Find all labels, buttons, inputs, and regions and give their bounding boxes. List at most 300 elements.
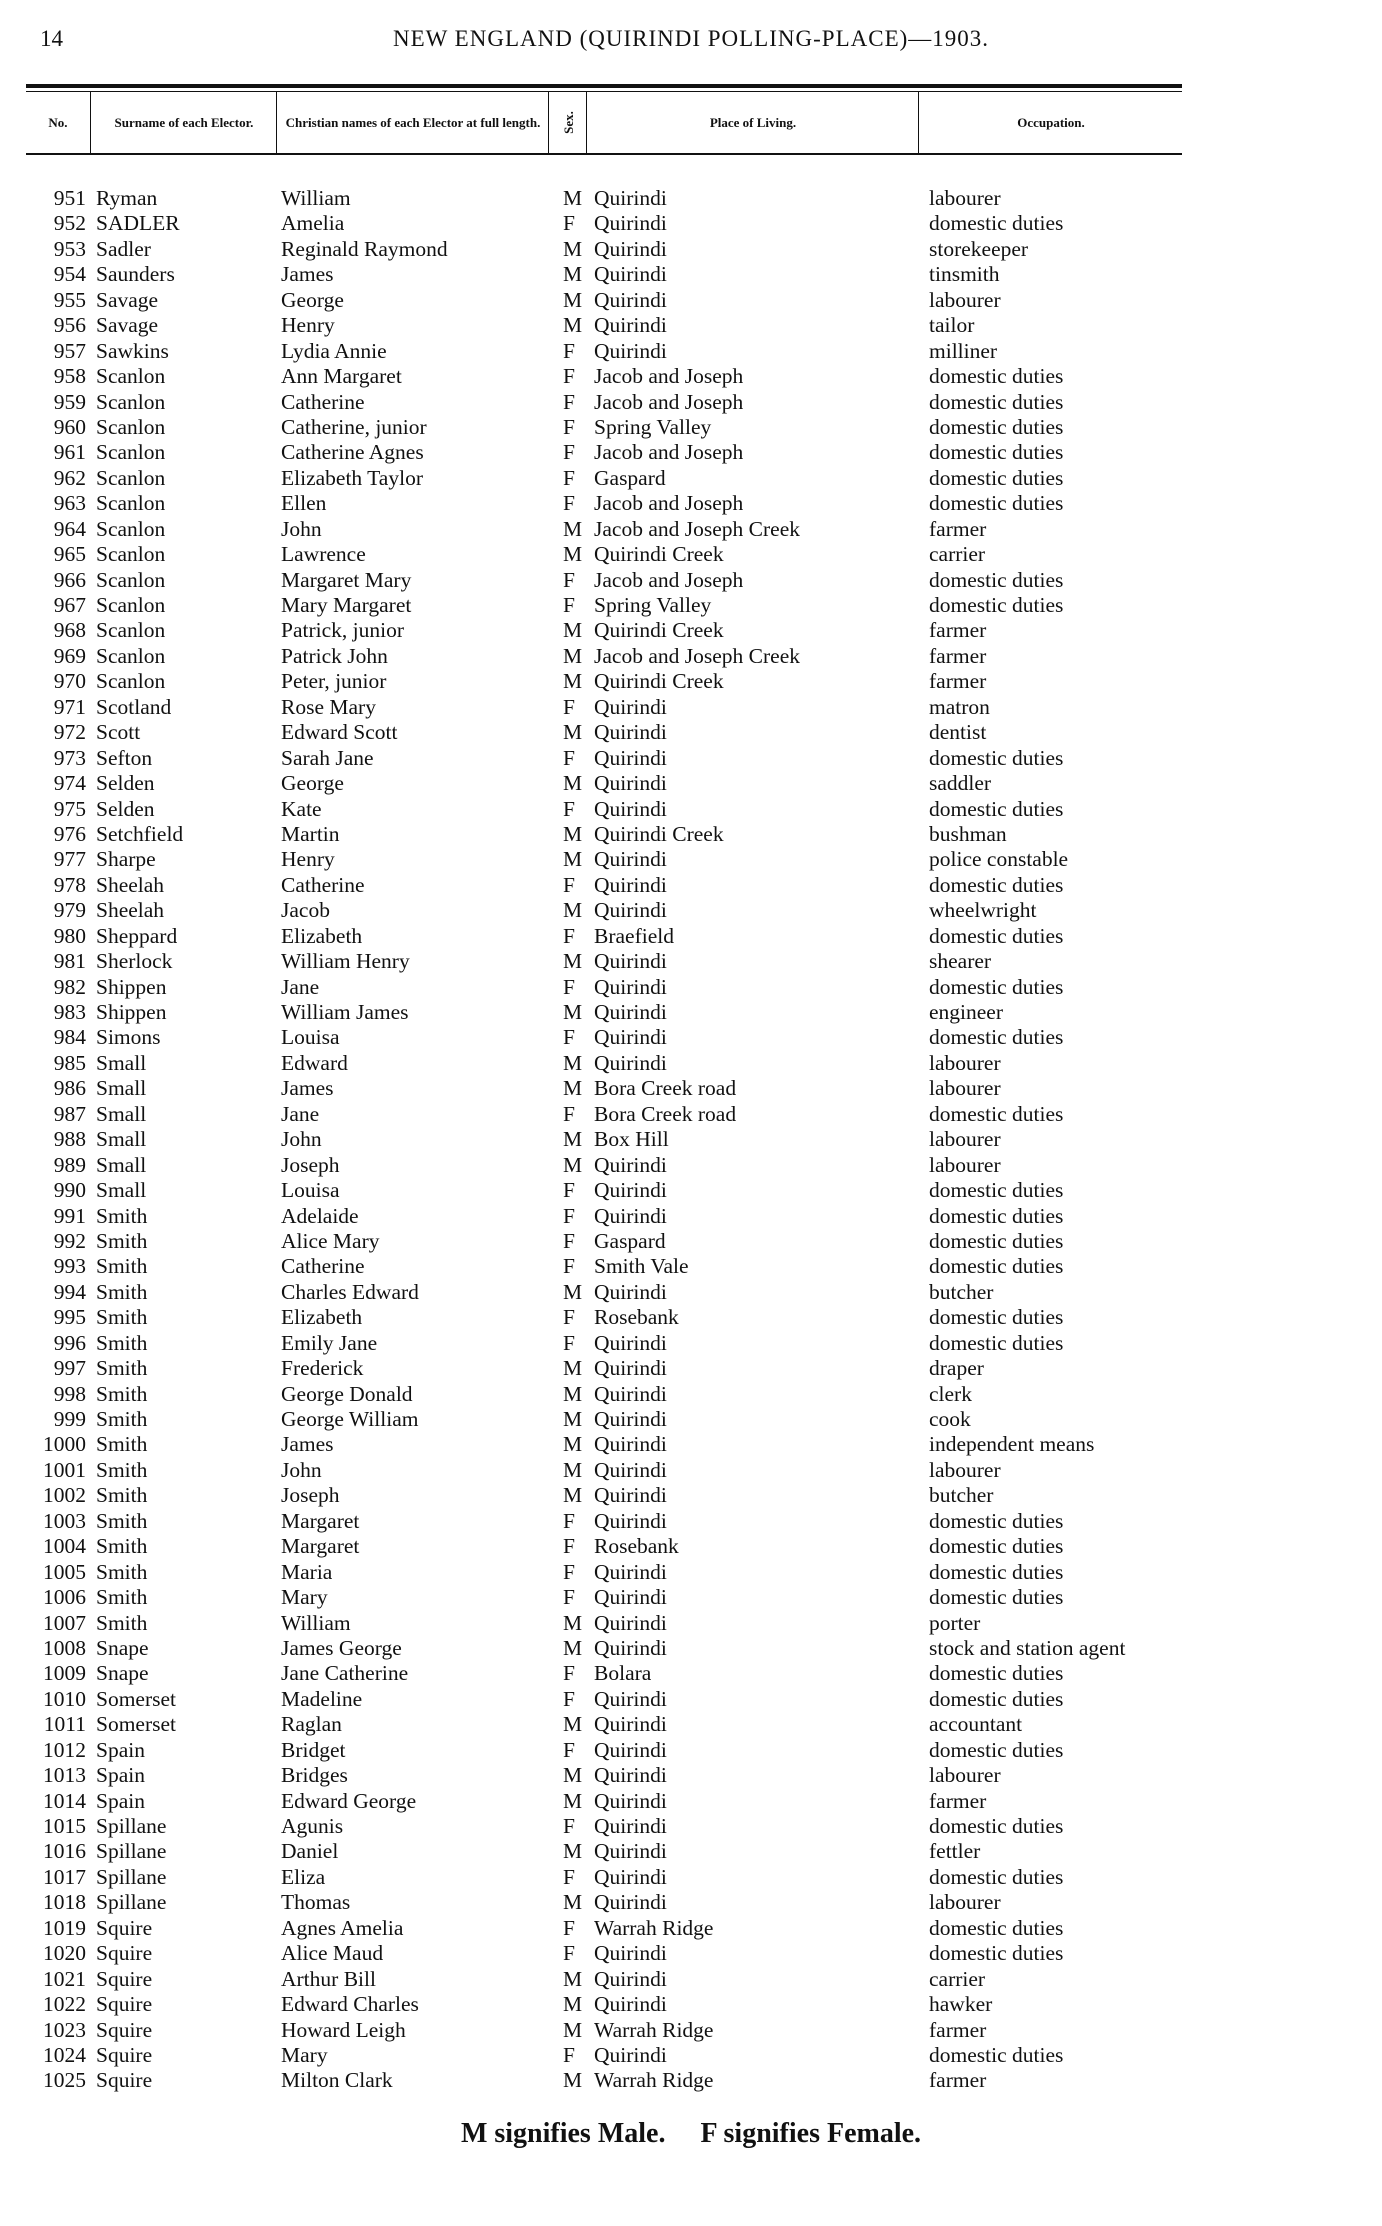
elector-number: 969 (53, 643, 86, 668)
elector-number: 1015 (43, 1814, 86, 1838)
elector-christian-names: Edward (281, 1050, 348, 1075)
elector-surname: Squire (96, 2042, 153, 2067)
elector-occupation: matron (929, 694, 990, 719)
elector-occupation: labourer (929, 1050, 1001, 1075)
elector-sex: F (563, 974, 575, 999)
elector-occupation: domestic duties (929, 567, 1064, 592)
elector-number: 1013 (43, 1763, 86, 1788)
elector-place-of-living: Quirindi (594, 1508, 667, 1533)
elector-occupation: saddler (929, 771, 992, 796)
elector-surname: Scanlon (96, 491, 166, 516)
elector-number: 998 (53, 1381, 86, 1406)
elector-christian-names: George Donald (281, 1381, 413, 1406)
elector-number: 980 (53, 923, 86, 948)
table-row (0, 2068, 1382, 2093)
table-row (0, 618, 1382, 643)
elector-surname: Selden (96, 796, 155, 821)
elector-christian-names: Mary (281, 1585, 328, 1610)
elector-occupation: domestic duties (929, 593, 1064, 617)
elector-place-of-living: Quirindi (594, 1585, 667, 1610)
elector-occupation: butcher (929, 1483, 994, 1508)
elector-sex: M (563, 669, 583, 694)
elector-place-of-living: Jacob and Joseph (594, 389, 744, 414)
table-row (0, 1941, 1382, 1966)
table-row (0, 746, 1382, 771)
elector-number: 995 (53, 1305, 86, 1330)
elector-place-of-living: Quirindi (594, 1788, 667, 1813)
elector-surname: Saunders (96, 262, 175, 287)
elector-christian-names: Thomas (281, 1890, 351, 1915)
elector-occupation: domestic duties (929, 1330, 1064, 1355)
elector-occupation: clerk (929, 1381, 972, 1406)
elector-place-of-living: Quirindi (594, 1737, 667, 1762)
elector-occupation: farmer (929, 643, 987, 668)
elector-number: 956 (53, 313, 86, 338)
elector-place-of-living: Quirindi (594, 1381, 667, 1406)
elector-place-of-living: Jacob and Joseph Creek (594, 643, 800, 668)
elector-number: 1007 (43, 1610, 86, 1635)
elector-christian-names: Madeline (281, 1686, 363, 1711)
elector-sex: F (563, 1915, 575, 1940)
table-row (0, 1967, 1382, 1992)
elector-place-of-living: Quirindi (594, 1635, 667, 1660)
elector-christian-names: Catherine (281, 1254, 365, 1279)
elector-place-of-living: Warrah Ridge (594, 1915, 714, 1940)
footer-male-note: M signifies Male. (460, 2118, 666, 2149)
elector-place-of-living: Braefield (594, 923, 674, 948)
elector-place-of-living: Quirindi (594, 338, 667, 363)
elector-sex: M (563, 516, 583, 541)
elector-christian-names: Martin (281, 821, 340, 846)
elector-place-of-living: Quirindi (594, 1356, 667, 1381)
elector-christian-names: Eliza (281, 1864, 326, 1889)
elector-sex: F (563, 1305, 575, 1330)
elector-occupation: domestic duties (929, 745, 1064, 770)
elector-place-of-living: Quirindi (594, 1814, 667, 1838)
elector-occupation: tailor (929, 313, 975, 338)
elector-occupation: domestic duties (929, 491, 1064, 516)
table-row (0, 1738, 1382, 1763)
elector-sex: F (563, 567, 575, 592)
table-row (0, 1865, 1382, 1890)
elector-sex: M (563, 1712, 583, 1737)
elector-surname: Smith (96, 1483, 148, 1508)
elector-occupation: farmer (929, 2017, 987, 2042)
elector-sex: M (563, 1279, 583, 1304)
elector-sex: F (563, 1737, 575, 1762)
elector-sex: F (563, 796, 575, 821)
table-row (0, 1102, 1382, 1127)
elector-number: 964 (53, 516, 86, 541)
elector-number: 976 (53, 821, 86, 846)
elector-christian-names: Edward George (281, 1788, 417, 1813)
elector-sex: M (563, 618, 583, 643)
elector-surname: Ryman (96, 186, 158, 210)
table-row (0, 720, 1382, 745)
elector-christian-names: Patrick John (281, 643, 388, 668)
table-row (0, 1229, 1382, 1254)
table-row (0, 2043, 1382, 2068)
elector-place-of-living: Quirindi (594, 313, 667, 338)
elector-place-of-living: Quirindi (594, 1000, 667, 1024)
elector-occupation: milliner (929, 338, 998, 363)
elector-place-of-living: Jacob and Joseph (594, 567, 744, 592)
elector-christian-names: Louisa (281, 1025, 340, 1050)
elector-place-of-living: Bolara (594, 1661, 652, 1686)
elector-christian-names: James George (281, 1635, 402, 1660)
elector-christian-names: Edward Charles (281, 1992, 419, 2017)
elector-surname: Smith (96, 1585, 148, 1610)
elector-place-of-living: Quirindi (594, 1432, 667, 1457)
elector-place-of-living: Quirindi (594, 1890, 667, 1915)
elector-number: 958 (53, 364, 86, 389)
elector-sex: M (563, 1432, 583, 1457)
elector-occupation: labourer (929, 186, 1001, 210)
elector-occupation: domestic duties (929, 872, 1064, 897)
elector-surname: Selden (96, 771, 155, 796)
elector-sex: F (563, 1941, 575, 1966)
elector-place-of-living: Quirindi (594, 796, 667, 821)
elector-sex: F (563, 2042, 575, 2067)
elector-occupation: farmer (929, 2068, 987, 2093)
elector-surname: Small (96, 1152, 147, 1177)
elector-christian-names: Jane (281, 974, 320, 999)
elector-surname: Sherlock (96, 949, 173, 974)
elector-place-of-living: Quirindi (594, 1050, 667, 1075)
elector-christian-names: Mary Margaret (281, 593, 412, 617)
elector-sex: F (563, 389, 575, 414)
elector-sex: M (563, 1381, 583, 1406)
elector-sex: F (563, 872, 575, 897)
elector-number: 1002 (43, 1483, 86, 1508)
elector-place-of-living: Quirindi (594, 974, 667, 999)
elector-number: 952 (53, 211, 86, 236)
table-row (0, 1992, 1382, 2017)
elector-surname: Small (96, 1101, 147, 1126)
elector-surname: Small (96, 1076, 147, 1101)
elector-sex: M (563, 236, 583, 261)
elector-occupation: dentist (929, 720, 987, 745)
elector-number: 1008 (43, 1635, 86, 1660)
elector-surname: Spillane (96, 1890, 167, 1915)
elector-occupation: labourer (929, 1127, 1001, 1152)
elector-number: 1025 (43, 2068, 86, 2093)
elector-number: 1014 (43, 1788, 86, 1813)
elector-surname: Smith (96, 1356, 148, 1381)
elector-christian-names: Margaret (281, 1508, 360, 1533)
elector-place-of-living: Quirindi (594, 1559, 667, 1584)
elector-christian-names: Adelaide (281, 1203, 359, 1228)
elector-sex: M (563, 1610, 583, 1635)
table-row (0, 2018, 1382, 2043)
elector-sex: M (563, 771, 583, 796)
elector-number: 972 (53, 720, 86, 745)
elector-sex: M (563, 1763, 583, 1788)
elector-surname: Scotland (96, 694, 172, 719)
elector-occupation: shearer (929, 949, 992, 974)
elector-number: 1016 (43, 1839, 86, 1864)
elector-christian-names: Sarah Jane (281, 745, 374, 770)
elector-place-of-living: Jacob and Joseph Creek (594, 516, 800, 541)
elector-sex: M (563, 847, 583, 872)
elector-number: 992 (53, 1228, 86, 1253)
elector-surname: Snape (96, 1635, 149, 1660)
column-divider (548, 92, 549, 153)
elector-christian-names: Jane Catherine (281, 1661, 409, 1686)
elector-christian-names: Raglan (281, 1712, 342, 1737)
elector-surname: Sheelah (96, 898, 165, 923)
table-row (0, 415, 1382, 440)
elector-surname: Scott (96, 720, 141, 745)
elector-surname: Sadler (96, 236, 151, 261)
table-row (0, 1204, 1382, 1229)
column-divider (586, 92, 587, 153)
elector-occupation: accountant (929, 1712, 1023, 1737)
elector-number: 983 (53, 1000, 86, 1024)
table-row (0, 339, 1382, 364)
table-row (0, 797, 1382, 822)
elector-place-of-living: Quirindi (594, 1610, 667, 1635)
elector-place-of-living: Gaspard (594, 1228, 666, 1253)
elector-number: 961 (53, 440, 86, 465)
elector-sex: F (563, 1254, 575, 1279)
elector-christian-names: John (281, 1457, 322, 1482)
elector-sex: M (563, 1407, 583, 1431)
elector-occupation: domestic duties (929, 389, 1064, 414)
elector-sex: F (563, 1686, 575, 1711)
elector-occupation: wheelwright (929, 898, 1037, 923)
elector-occupation: police constable (929, 847, 1069, 872)
elector-number: 974 (53, 771, 86, 796)
elector-christian-names: Catherine, junior (281, 414, 427, 439)
elector-surname: Smith (96, 1407, 148, 1431)
table-row (0, 822, 1382, 847)
elector-surname: Scanlon (96, 542, 166, 567)
elector-christian-names: William James (281, 1000, 409, 1024)
elector-sex: F (563, 1814, 575, 1838)
elector-occupation: domestic duties (929, 1254, 1064, 1279)
elector-occupation: cook (929, 1407, 971, 1431)
page-number: 14 (40, 26, 63, 51)
table-row (0, 211, 1382, 236)
elector-christian-names: James (281, 1076, 334, 1101)
elector-place-of-living: Quirindi (594, 2042, 667, 2067)
table-row (0, 949, 1382, 974)
elector-sex: F (563, 1585, 575, 1610)
elector-number: 989 (53, 1152, 86, 1177)
elector-sex: F (563, 1203, 575, 1228)
elector-occupation: labourer (929, 1457, 1001, 1482)
elector-christian-names: William (281, 186, 351, 210)
elector-christian-names: Catherine (281, 872, 365, 897)
elector-occupation: domestic duties (929, 1508, 1064, 1533)
elector-place-of-living: Quirindi (594, 949, 667, 974)
elector-christian-names: William (281, 1610, 351, 1635)
table-row (0, 873, 1382, 898)
elector-number: 1017 (43, 1864, 86, 1889)
elector-surname: Squire (96, 1915, 153, 1940)
elector-occupation: domestic duties (929, 465, 1064, 490)
elector-christian-names: Reginald Raymond (281, 236, 448, 261)
elector-occupation: domestic duties (929, 1941, 1064, 1966)
elector-christian-names: Jane (281, 1101, 320, 1126)
elector-number: 993 (53, 1254, 86, 1279)
elector-occupation: domestic duties (929, 211, 1064, 236)
elector-surname: Somerset (96, 1712, 177, 1737)
elector-place-of-living: Quirindi (594, 287, 667, 312)
elector-surname: Squire (96, 2068, 153, 2093)
elector-sex: M (563, 1635, 583, 1660)
elector-number: 981 (53, 949, 86, 974)
elector-number: 986 (53, 1076, 86, 1101)
elector-place-of-living: Quirindi Creek (594, 542, 724, 567)
elector-occupation: domestic duties (929, 923, 1064, 948)
elector-number: 957 (53, 338, 86, 363)
elector-occupation: domestic duties (929, 1915, 1064, 1940)
elector-number: 975 (53, 796, 86, 821)
elector-occupation: draper (929, 1356, 984, 1381)
elector-number: 997 (53, 1356, 86, 1381)
elector-surname: Smith (96, 1203, 148, 1228)
elector-place-of-living: Quirindi (594, 1025, 667, 1050)
elector-place-of-living: Quirindi (594, 720, 667, 745)
elector-occupation: stock and station agent (929, 1635, 1126, 1660)
table-row (0, 390, 1382, 415)
elector-occupation: domestic duties (929, 440, 1064, 465)
elector-surname: Small (96, 1178, 147, 1203)
elector-place-of-living: Quirindi (594, 1712, 667, 1737)
elector-christian-names: Charles Edward (281, 1279, 419, 1304)
elector-christian-names: Elizabeth (281, 1305, 363, 1330)
table-row (0, 1382, 1382, 1407)
elector-occupation: independent means (929, 1432, 1095, 1457)
elector-place-of-living: Warrah Ridge (594, 2017, 714, 2042)
elector-surname: Small (96, 1050, 147, 1075)
elector-sex: M (563, 313, 583, 338)
elector-number: 1004 (43, 1534, 86, 1559)
elector-occupation: labourer (929, 1076, 1001, 1101)
elector-occupation: tinsmith (929, 262, 1000, 287)
elector-sex: F (563, 1025, 575, 1050)
table-row (0, 975, 1382, 1000)
elector-sex: M (563, 1152, 583, 1177)
elector-occupation: engineer (929, 1000, 1004, 1024)
elector-number: 962 (53, 465, 86, 490)
elector-sex: M (563, 1992, 583, 2017)
elector-sex: M (563, 1890, 583, 1915)
elector-surname: Sefton (96, 745, 153, 770)
elector-christian-names: Kate (281, 796, 322, 821)
elector-occupation: porter (929, 1610, 981, 1635)
elector-occupation: domestic duties (929, 1559, 1064, 1584)
elector-christian-names: Ann Margaret (281, 364, 402, 389)
table-row (0, 1331, 1382, 1356)
elector-surname: Simons (96, 1025, 161, 1050)
elector-occupation: domestic duties (929, 1686, 1064, 1711)
elector-surname: Setchfield (96, 821, 184, 846)
elector-occupation: domestic duties (929, 974, 1064, 999)
elector-sex: M (563, 1076, 583, 1101)
elector-occupation: labourer (929, 287, 1001, 312)
elector-christian-names: Mary (281, 2042, 328, 2067)
elector-surname: Somerset (96, 1686, 177, 1711)
elector-number: 982 (53, 974, 86, 999)
elector-number: 959 (53, 389, 86, 414)
elector-surname: Savage (96, 313, 159, 338)
elector-sex: M (563, 720, 583, 745)
elector-place-of-living: Bora Creek road (594, 1101, 737, 1126)
table-row (0, 1025, 1382, 1050)
elector-number: 970 (53, 669, 86, 694)
table-row (0, 1560, 1382, 1585)
elector-surname: Smith (96, 1381, 148, 1406)
elector-surname: Scanlon (96, 465, 166, 490)
table-row (0, 1051, 1382, 1076)
elector-occupation: domestic duties (929, 1203, 1064, 1228)
elector-place-of-living: Quirindi (594, 1839, 667, 1864)
footer-female-note: F signifies Female. (700, 2118, 922, 2149)
table-row (0, 1636, 1382, 1661)
header-rule (26, 84, 1182, 88)
elector-christian-names: Margaret (281, 1534, 360, 1559)
elector-number: 967 (53, 593, 86, 617)
elector-christian-names: Howard Leigh (281, 2017, 406, 2042)
elector-number: 1003 (43, 1508, 86, 1533)
elector-number: 954 (53, 262, 86, 287)
elector-christian-names: John (281, 1127, 322, 1152)
elector-christian-names: Agnes Amelia (281, 1915, 404, 1940)
table-row (0, 1254, 1382, 1279)
elector-surname: Scanlon (96, 567, 166, 592)
elector-christian-names: George (281, 287, 344, 312)
elector-sex: M (563, 2068, 583, 2093)
elector-place-of-living: Quirindi (594, 847, 667, 872)
elector-occupation: storekeeper (929, 236, 1029, 261)
elector-christian-names: Alice Maud (281, 1941, 384, 1966)
elector-place-of-living: Quirindi (594, 1966, 667, 1991)
elector-occupation: farmer (929, 1788, 987, 1813)
elector-sex: M (563, 1788, 583, 1813)
table-row (0, 1661, 1382, 1686)
elector-number: 1005 (43, 1559, 86, 1584)
elector-christian-names: Agunis (281, 1814, 344, 1838)
elector-occupation: domestic duties (929, 1534, 1064, 1559)
elector-sex: F (563, 414, 575, 439)
elector-place-of-living: Quirindi (594, 1152, 667, 1177)
elector-number: 994 (53, 1279, 86, 1304)
elector-place-of-living: Quirindi Creek (594, 618, 724, 643)
elector-surname: SADLER (96, 211, 180, 236)
page-title: NEW ENGLAND (QUIRINDI POLLING-PLACE)—1903. (392, 26, 990, 51)
elector-surname: Snape (96, 1661, 149, 1686)
elector-christian-names: Catherine Agnes (281, 440, 424, 465)
elector-place-of-living: Quirindi Creek (594, 821, 724, 846)
elector-surname: Smith (96, 1305, 148, 1330)
elector-occupation: domestic duties (929, 1737, 1064, 1762)
elector-number: 1021 (43, 1966, 86, 1991)
elector-number: 1023 (43, 2017, 86, 2042)
elector-surname: Spillane (96, 1839, 167, 1864)
elector-number: 1006 (43, 1585, 86, 1610)
elector-surname: Smith (96, 1559, 148, 1584)
elector-surname: Small (96, 1127, 147, 1152)
elector-place-of-living: Quirindi (594, 898, 667, 923)
elector-christian-names: Lawrence (281, 542, 366, 567)
elector-place-of-living: Quirindi (594, 262, 667, 287)
elector-number: 1012 (43, 1737, 86, 1762)
elector-sex: F (563, 1534, 575, 1559)
elector-christian-names: James (281, 1432, 334, 1457)
